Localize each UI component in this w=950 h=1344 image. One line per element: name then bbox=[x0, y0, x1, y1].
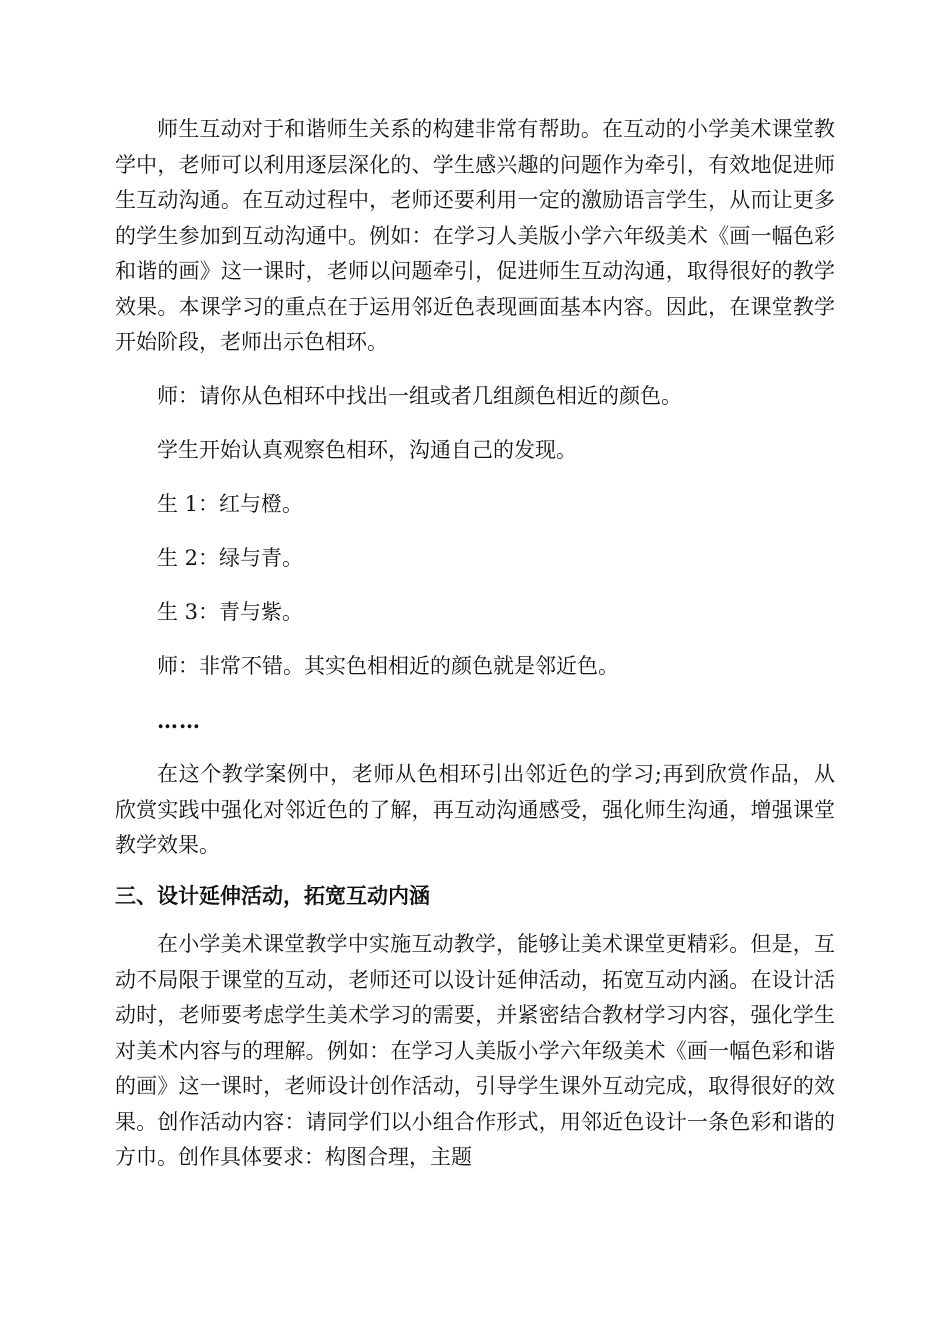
dialogue-line-narration: 学生开始认真观察色相环，沟通自己的发现。 bbox=[157, 437, 577, 462]
ellipsis: …… bbox=[157, 707, 201, 733]
dialogue-line-student-1: 生 1：红与橙。 bbox=[157, 491, 304, 516]
body-paragraph: 师生互动对于和谐师生关系的构建非常有帮助。在互动的小学美术课堂教学中，老师可以利用逐层深化的、学生感兴趣的问题作为牵引，有效地促进师生互动沟通。在互动过程中，老师还要利用一定的激励语言学生，从而让更多的学生参加到互动沟通中。例如：在学习人美版小学六年级美术《画一幅色彩和谐的画》这一课时，老师以问题牵引，促进师生互动沟通，取得很好的教学效果。本课学习的重点在于运用邻近色表现画面基本内容。因此，在课堂教学开始阶段，老师出示色相环。 bbox=[115, 117, 835, 354]
dialogue-line-student-2: 生 2：绿与青。 bbox=[157, 545, 304, 570]
section-heading: 三、设计延伸活动，拓宽互动内涵 bbox=[115, 882, 430, 908]
body-paragraph: 在小学美术课堂教学中实施互动教学，能够让美术课堂更精彩。但是，互动不局限于课堂的互动，老师还可以设计延伸活动，拓宽互动内涵。在设计活动时，老师要考虑学生美术学习的需要，并紧密结合教材学习内容，强化学生对美术内容与的理解。例如：在学习人美版小学六年级美术《画一幅色彩和谐的画》这一课时，老师设计创作活动，引导学生课外互动完成，取得很好的效果。创作活动内容：请同学们以小组合作形式，用邻近色设计一条色彩和谐的方巾。创作具体要求：构图合理，主题 bbox=[115, 932, 835, 1169]
body-paragraph: 在这个教学案例中，老师从色相环引出邻近色的学习;再到欣赏作品，从欣赏实践中强化对邻近色的了解，再互动沟通感受，强化师生沟通，增强课堂教学效果。 bbox=[115, 762, 835, 857]
dialogue-line-student-3: 生 3：青与紫。 bbox=[157, 599, 304, 624]
dialogue-line-teacher: 师：请你从色相环中找出一组或者几组颜色相近的颜色。 bbox=[157, 383, 682, 408]
dialogue-line-teacher-2: 师：非常不错。其实色相相近的颜色就是邻近色。 bbox=[157, 653, 619, 678]
document-page bbox=[115, 112, 835, 1176]
